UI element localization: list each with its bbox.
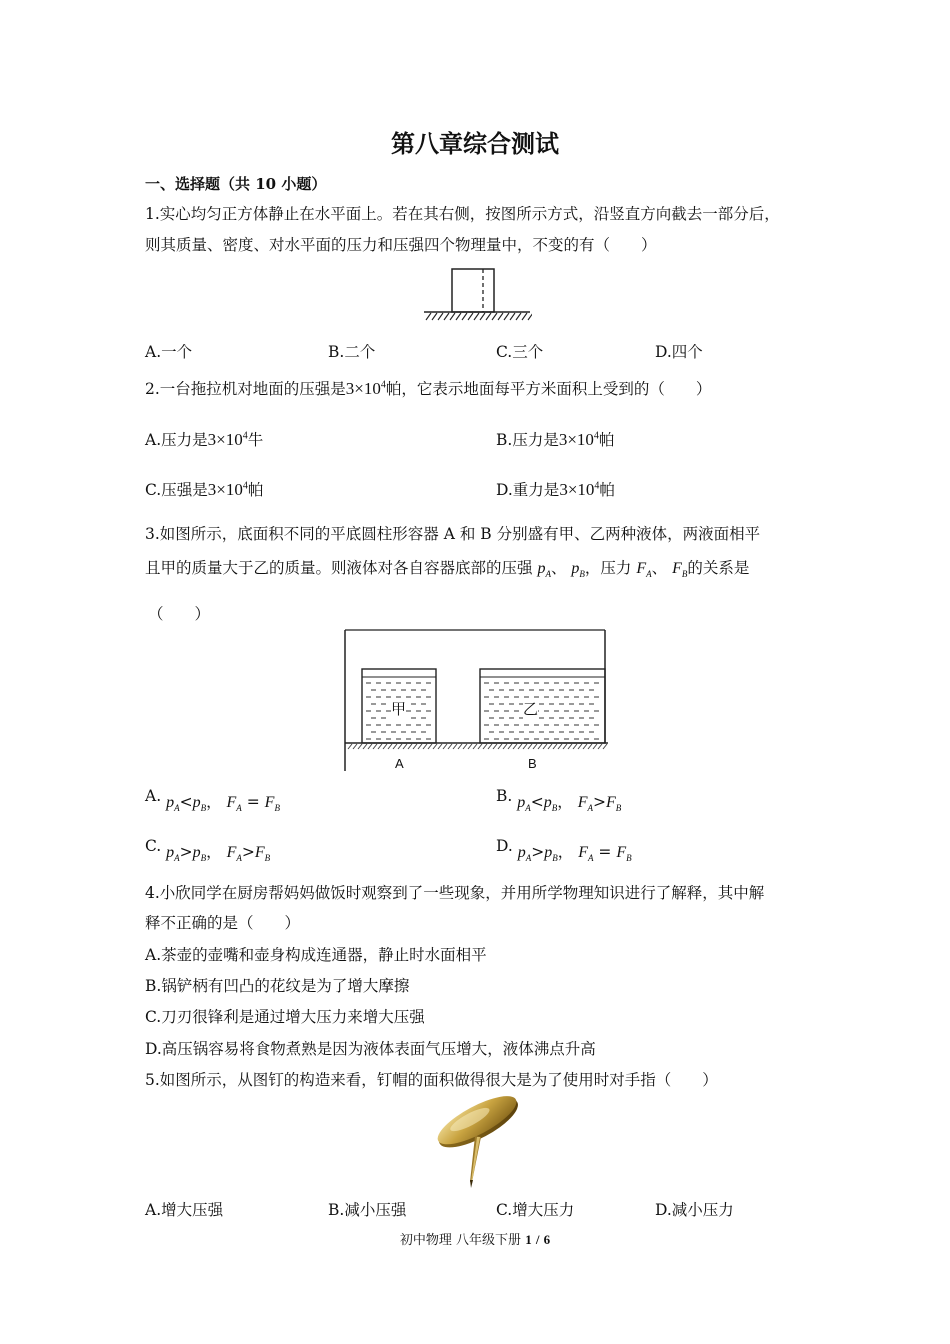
q2-option-a: A.压力是$3\times 10^4$牛 — [145, 430, 264, 449]
q3-line2: 且甲的质量大于乙的质量。则液体对各自容器底部的压强 $p_A$、 $p_B$，压力 $F_A$、 $F_B$的关系是 — [145, 559, 750, 580]
q2-stem — [145, 377, 711, 399]
q1-option-b: B.二个 — [328, 343, 376, 361]
q3-option-c: C. $p_A>p_B$， $F_A>F_B$ — [145, 837, 271, 864]
container-a-label: A — [395, 756, 404, 771]
q4-option-b: B.锅铲柄有凹凸的花纹是为了增大摩擦 — [145, 977, 410, 995]
page-title: 第八章综合测试 — [391, 129, 559, 158]
liquid-b-label: 乙 — [523, 700, 539, 718]
q2-text-before: 2.一台拖拉机对地面的压强是 — [145, 380, 346, 398]
q1-option-d: D.四个 — [655, 343, 703, 361]
footer-page: 1 — [525, 1232, 532, 1247]
page-footer: 初中物理 八年级下册 1 / 6 — [399, 1232, 551, 1248]
q3-containers-figure — [340, 625, 612, 775]
q1-line2: 则其质量、密度、对水平面的压力和压强四个物理量中，不变的有（ ） — [145, 236, 657, 254]
q3-line3: （ ） — [148, 605, 211, 623]
liquid-a-label: 甲 — [391, 700, 407, 718]
q2-option-b: B.压力是$3\times 10^4$帕 — [496, 430, 615, 449]
q2-option-d: D.重力是$3\times 10^4$帕 — [496, 480, 615, 499]
q3-option-d: D. $p_A>p_B$， $F_A = F_B$ — [496, 837, 632, 864]
q2-value: $3\times 10^4$ — [345, 379, 386, 398]
q5-option-b: B.减小压强 — [328, 1201, 407, 1219]
section-heading: 一、选择题（共 10 小题） — [145, 175, 327, 193]
footer-total: 6 — [543, 1232, 551, 1247]
q4-line2: 释不正确的是（ ） — [145, 914, 301, 932]
q3-option-a: A. $p_A<p_B$， $F_A = F_B$ — [145, 787, 280, 814]
q3-option-b: B. $p_A<p_B$， $F_A>F_B$ — [496, 787, 622, 814]
q5-option-c: C.增大压力 — [496, 1201, 575, 1219]
thumbtack-image — [420, 1092, 532, 1190]
q4-option-d: D.高压锅容易将食物煮熟是因为液体表面气压增大，液体沸点升高 — [145, 1040, 596, 1058]
q1-option-c: C.三个 — [496, 343, 544, 361]
q5-option-a: A.增大压强 — [145, 1201, 224, 1219]
q1-line1: 1.实心均匀正方体静止在水平面上。若在其右侧，按图所示方式，沿竖直方向截去一部分后， — [145, 205, 780, 223]
q4-option-c: C.刀刃很锋利是通过增大压力来增大压强 — [145, 1008, 425, 1026]
q2-option-c: C.压强是$3\times 10^4$帕 — [145, 480, 264, 499]
footer-text: 初中物理 八年级下册 — [399, 1233, 522, 1248]
q1-option-a: A.一个 — [145, 343, 193, 361]
q2-text-after: 帕，它表示地面每平方米面积上受到的（ ） — [385, 380, 712, 398]
container-b-label: B — [528, 756, 537, 771]
q5-option-d: D.减小压力 — [655, 1201, 734, 1219]
q5-line1: 5.如图所示，从图钉的构造来看，钉帽的面积做得很大是为了使用时对手指（ ） — [145, 1071, 718, 1089]
q3-line1: 3.如图所示，底面积不同的平底圆柱形容器 A 和 B 分别盛有甲、乙两种液体，两液面相平 — [145, 525, 761, 543]
q4-option-a: A.茶壶的壶嘴和壶身构成连通器，静止时水面相平 — [145, 946, 487, 964]
q1-cube-figure — [420, 266, 532, 324]
q4-line1: 4.小欣同学在厨房帮妈妈做饭时观察到了一些现象，并用所学物理知识进行了解释，其中解 — [145, 884, 765, 902]
